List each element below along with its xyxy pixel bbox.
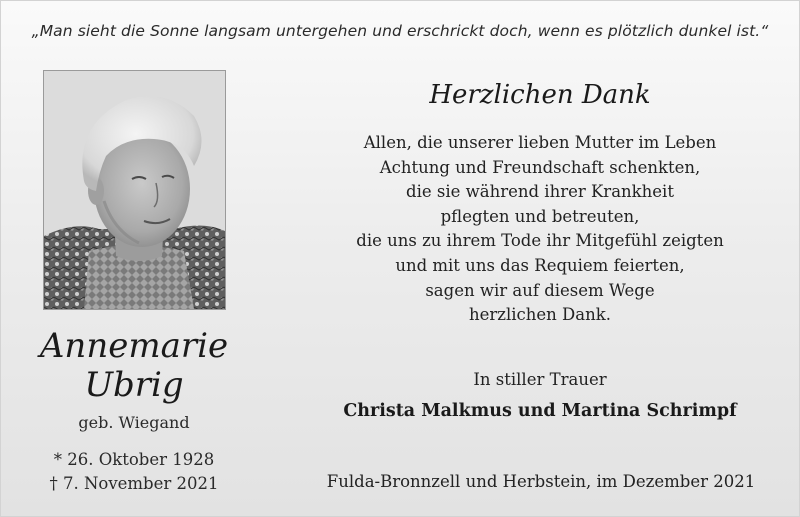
deceased-last-name: Ubrig	[84, 365, 184, 405]
thanks-line: pflegten und betreuten,	[440, 206, 640, 226]
mourning-label: In stiller Trauer	[473, 370, 607, 389]
quote: „Man sieht die Sonne langsam untergehen und erschrickt doch, wenn es plötzlich dunkel ist.“	[31, 22, 769, 40]
thanks-line: Allen, die unserer lieben Mutter im Leben	[363, 133, 717, 152]
place-and-date: Fulda-Bronnzell und Herbstein, im Dezember 2021	[326, 472, 756, 491]
portrait-photo	[43, 70, 226, 310]
deceased-first-name: Annemarie	[39, 326, 229, 366]
thanks-line: herzlichen Dank.	[469, 305, 611, 325]
thanks-line: sagen wir auf diesem Wege	[425, 280, 655, 300]
maiden-name: geb. Wiegand	[78, 413, 190, 432]
thanks-line: Achtung und Freundschaft schenkten,	[379, 157, 701, 177]
thanks-line: die sie während ihrer Krankheit	[406, 182, 674, 202]
birth-date: * 26. Oktober 1928	[53, 450, 215, 469]
thanks-heading: Herzlichen Dank	[429, 80, 651, 110]
thanks-line: die uns zu ihrem Tode ihr Mitgefühl zeigten	[356, 231, 724, 251]
mourner-names: Christa Malkmus und Martina Schrimpf	[343, 401, 737, 421]
thanks-text	[300, 131, 780, 328]
thanks-line: und mit uns das Requiem feierten,	[395, 255, 685, 275]
death-date: † 7. November 2021	[49, 474, 219, 493]
